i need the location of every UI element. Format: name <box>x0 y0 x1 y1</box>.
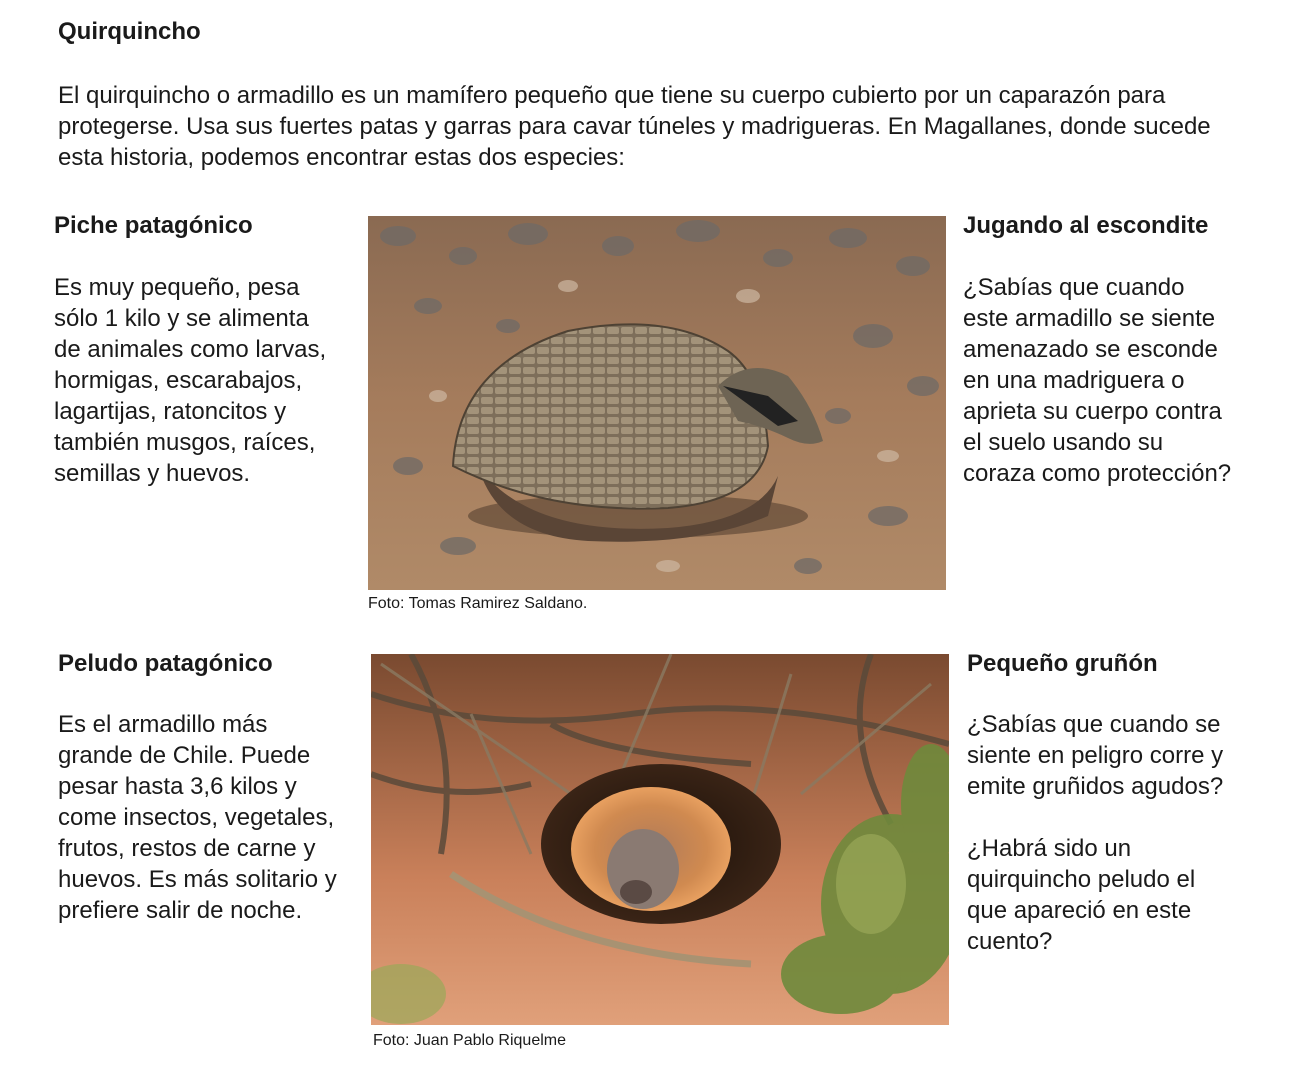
piche-description: Es muy pequeño, pesa sólo 1 kilo y se alimenta de animales como larvas, hormigas, escarabajos, lagartijas, ratoncitos y también musgos, raíces, semillas y huevos. <box>54 274 327 487</box>
piche-heading: Piche patagónico <box>54 212 253 239</box>
peludo-photo-caption: Foto: Juan Pablo Riquelme <box>373 1032 566 1049</box>
piche-photo-caption: Foto: Tomas Ramirez Saldano. <box>368 595 588 612</box>
peludo-heading: Peludo patagónico <box>58 650 273 677</box>
page-title: Quirquincho <box>58 18 201 45</box>
escondite-heading: Jugando al escondite <box>963 212 1209 239</box>
peludo-photo <box>371 654 949 1025</box>
grunon-heading: Pequeño gruñón <box>967 650 1158 677</box>
peludo-description: Es el armadillo más grande de Chile. Puede pesar hasta 3,6 kilos y come insectos, vegetales, frutos, restos de carne y huevos. Es más solitario y prefiere salir de noche. <box>58 711 337 924</box>
piche-photo <box>368 216 946 590</box>
grunon-description: ¿Sabías que cuando se siente en peligro corre y emite gruñidos agudos? ¿Habrá sido un quirquincho peludo el que apareció en este cuento? <box>967 711 1224 955</box>
intro-paragraph: El quirquincho o armadillo es un mamífero pequeño que tiene su cuerpo cubierto por un caparazón para protegerse. Usa sus fuertes patas y garras para cavar túneles y madrigueras. En Magallanes, donde sucede esta historia, podemos encontrar estas dos especies: <box>58 82 1211 171</box>
escondite-description: ¿Sabías que cuando este armadillo se siente amenazado se esconde en una madriguera o aprieta su cuerpo contra el suelo usando su coraza como protección? <box>963 274 1232 487</box>
